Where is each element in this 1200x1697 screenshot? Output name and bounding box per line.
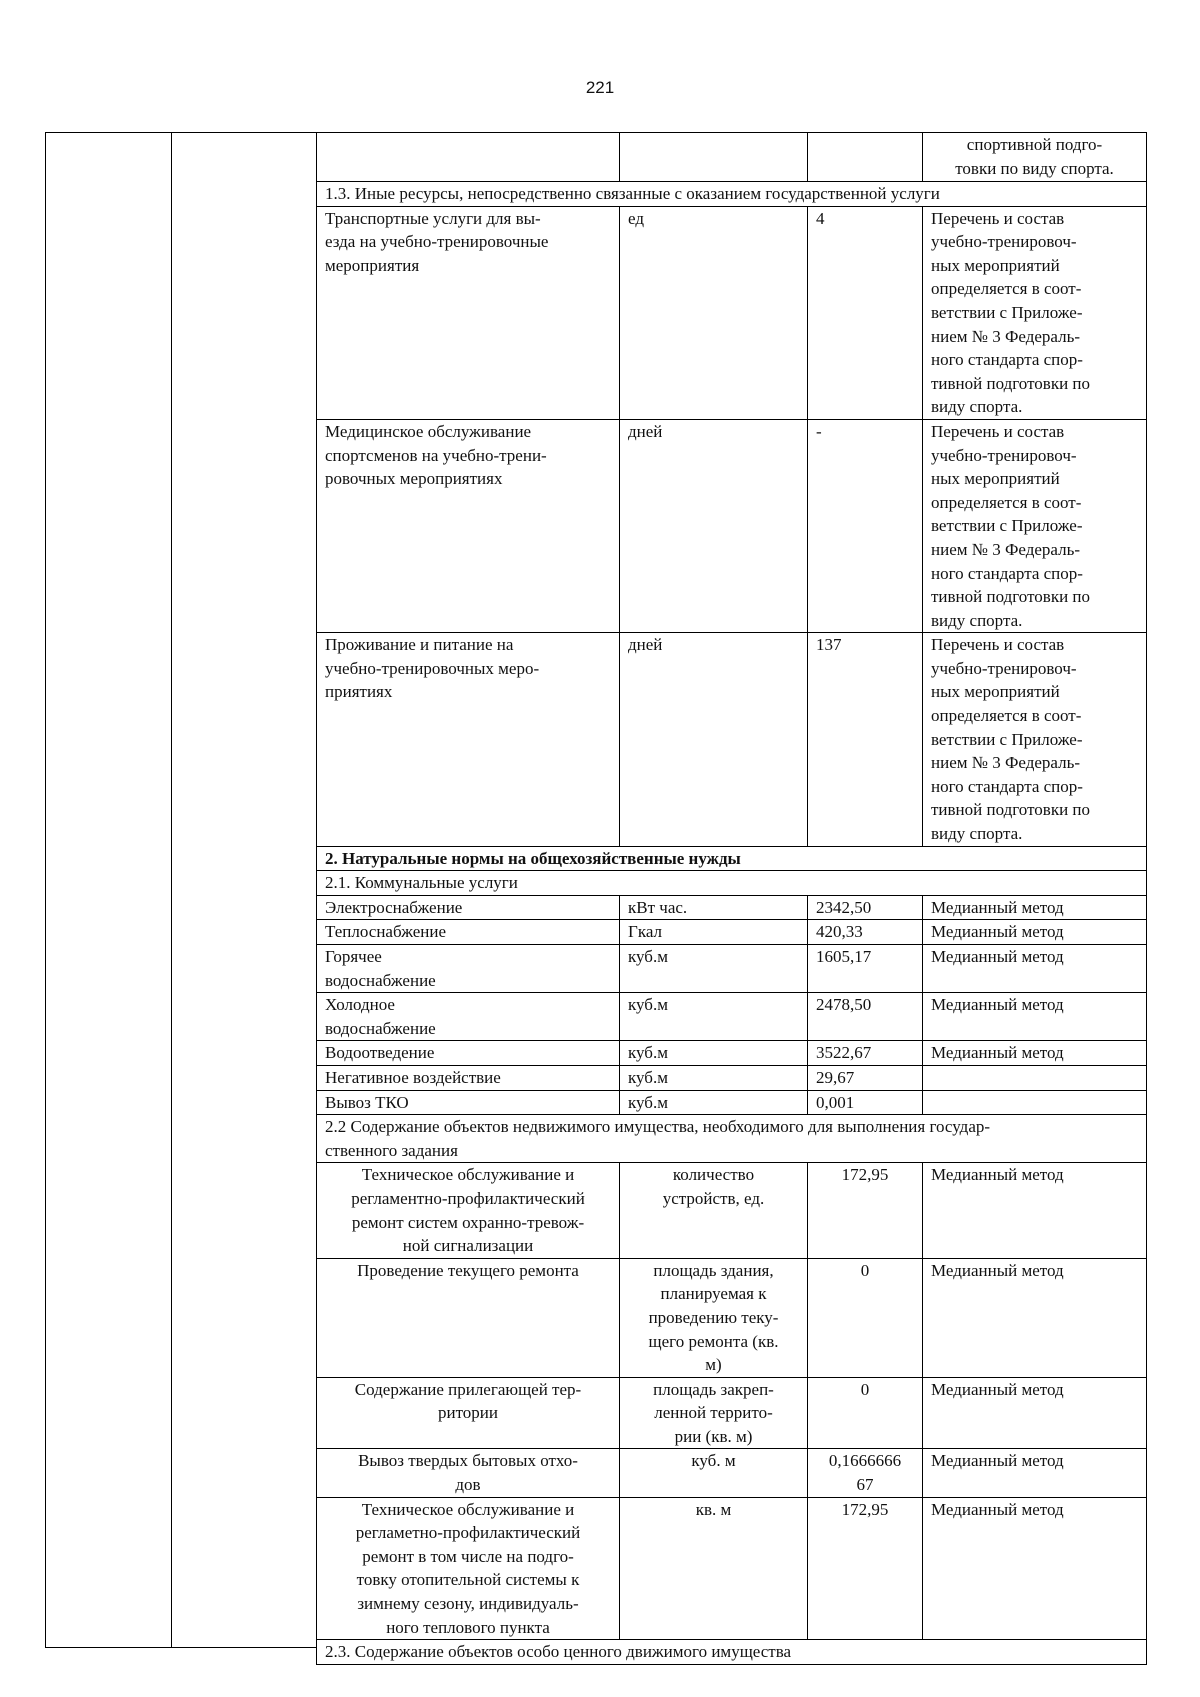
property-method: Медианный метод (923, 1449, 1147, 1497)
property-name: Проведение текущего ремонта (317, 1258, 620, 1377)
property-name: Техническое обслуживание и регламетно-профилактический ремонт в том числе на подго- товку отопительной системы к зимнему сезону, индивидуаль- ного теплового пункта (317, 1497, 620, 1640)
left-column-empty (45, 132, 171, 1648)
section-2-2-heading: 2.2 Содержание объектов недвижимого имущества, необходимого для выполнения государ- ственного задания (317, 1115, 1147, 1163)
table-row (317, 1065, 1147, 1090)
table-row (317, 419, 1147, 632)
table-row (317, 1497, 1147, 1640)
resource-name: Медицинское обслуживание спортсменов на учебно-трени- ровочных мероприятиях (317, 419, 620, 632)
utility-name: Холодное водоснабжение (317, 993, 620, 1041)
property-value: 0 (808, 1377, 923, 1449)
table-row (317, 633, 1147, 846)
utility-value: 1605,17 (808, 945, 923, 993)
property-unit: площадь закреп- ленной террито- рии (кв. м) (620, 1377, 808, 1449)
property-method: Медианный метод (923, 1163, 1147, 1258)
utility-value: 2478,50 (808, 993, 923, 1041)
resource-value: 4 (808, 206, 923, 419)
utility-method: Медианный метод (923, 895, 1147, 920)
utility-name: Горячее водоснабжение (317, 945, 620, 993)
table-row (317, 1090, 1147, 1115)
section-row (317, 1115, 1147, 1163)
resource-name: Транспортные услуги для вы- езда на учебно-тренировочные мероприятия (317, 206, 620, 419)
utility-method: Медианный метод (923, 920, 1147, 945)
property-value: 0,1666666 67 (808, 1449, 923, 1497)
table-row (317, 993, 1147, 1041)
utility-method: Медианный метод (923, 993, 1147, 1041)
resource-note: Перечень и состав учебно-тренировоч- ных мероприятий определяется в соот- ветствии с Приложе- нием № 3 Федераль- ного стандарта спор- тивной подготовки по виду спорта. (923, 206, 1147, 419)
page-number: 221 (585, 78, 615, 97)
section-row (317, 846, 1147, 871)
table-row (317, 1163, 1147, 1258)
utility-value: 29,67 (808, 1065, 923, 1090)
property-name: Вывоз твердых бытовых отхо- дов (317, 1449, 620, 1497)
table-row (317, 133, 1147, 182)
section-1-3-heading: 1.3. Иные ресурсы, непосредственно связанные с оказанием государственной услуги (317, 182, 1147, 207)
utility-unit: куб.м (620, 945, 808, 993)
property-unit: площадь здания, планируемая к проведению теку- щего ремонта (кв. м) (620, 1258, 808, 1377)
utility-unit: куб.м (620, 1041, 808, 1066)
table-row (317, 1258, 1147, 1377)
cell-empty (808, 133, 923, 182)
property-value: 0 (808, 1258, 923, 1377)
utility-unit: куб.м (620, 1065, 808, 1090)
utility-name: Электроснабжение (317, 895, 620, 920)
table-row (317, 895, 1147, 920)
norms-table (316, 132, 1147, 1665)
utility-value: 3522,67 (808, 1041, 923, 1066)
utility-method: Медианный метод (923, 1041, 1147, 1066)
utility-unit: куб.м (620, 993, 808, 1041)
utility-name: Негативное воздействие (317, 1065, 620, 1090)
resource-note: Перечень и состав учебно-тренировоч- ных мероприятий определяется в соот- ветствии с Приложе- нием № 3 Федераль- ного стандарта спор- тивной подготовки по виду спорта. (923, 419, 1147, 632)
utility-unit: кВт час. (620, 895, 808, 920)
table-row (317, 1041, 1147, 1066)
utility-method (923, 1090, 1147, 1115)
table-row (317, 945, 1147, 993)
resource-unit: ед (620, 206, 808, 419)
section-row (317, 871, 1147, 896)
section-2-3-heading: 2.3. Содержание объектов особо ценного движимого имущества (317, 1640, 1147, 1665)
utility-name: Теплоснабжение (317, 920, 620, 945)
resource-unit: дней (620, 633, 808, 846)
utility-name: Вывоз ТКО (317, 1090, 620, 1115)
second-column-empty (171, 132, 316, 1648)
utility-value: 0,001 (808, 1090, 923, 1115)
cell-empty (317, 133, 620, 182)
property-unit: кв. м (620, 1497, 808, 1640)
property-method: Медианный метод (923, 1258, 1147, 1377)
cell-empty (620, 133, 808, 182)
utility-name: Водоотведение (317, 1041, 620, 1066)
section-2-1-heading: 2.1. Коммунальные услуги (317, 871, 1147, 896)
property-unit: куб. м (620, 1449, 808, 1497)
resource-value: 137 (808, 633, 923, 846)
table-row (317, 920, 1147, 945)
section-2-heading: 2. Натуральные нормы на общехозяйственные нужды (317, 846, 1147, 871)
section-row (317, 182, 1147, 207)
property-name: Содержание прилегающей тер- ритории (317, 1377, 620, 1449)
utility-value: 2342,50 (808, 895, 923, 920)
utility-method (923, 1065, 1147, 1090)
property-method: Медианный метод (923, 1377, 1147, 1449)
resource-unit: дней (620, 419, 808, 632)
table-row (317, 1377, 1147, 1449)
table-row (317, 206, 1147, 419)
property-value: 172,95 (808, 1163, 923, 1258)
utility-value: 420,33 (808, 920, 923, 945)
section-row (317, 1640, 1147, 1665)
resource-note: спортивной подго- товки по виду спорта. (923, 133, 1147, 182)
resource-note: Перечень и состав учебно-тренировоч- ных мероприятий определяется в соот- ветствии с Приложе- нием № 3 Федераль- ного стандарта спор- тивной подготовки по виду спорта. (923, 633, 1147, 846)
table-row (317, 1449, 1147, 1497)
resource-value: - (808, 419, 923, 632)
property-unit: количество устройств, ед. (620, 1163, 808, 1258)
utility-unit: Гкал (620, 920, 808, 945)
property-name: Техническое обслуживание и регламентно-профилактический ремонт систем охранно-тревож- ной сигнализации (317, 1163, 620, 1258)
utility-unit: куб.м (620, 1090, 808, 1115)
utility-method: Медианный метод (923, 945, 1147, 993)
property-method: Медианный метод (923, 1497, 1147, 1640)
property-value: 172,95 (808, 1497, 923, 1640)
resource-name: Проживание и питание на учебно-тренировочных меро- приятиях (317, 633, 620, 846)
